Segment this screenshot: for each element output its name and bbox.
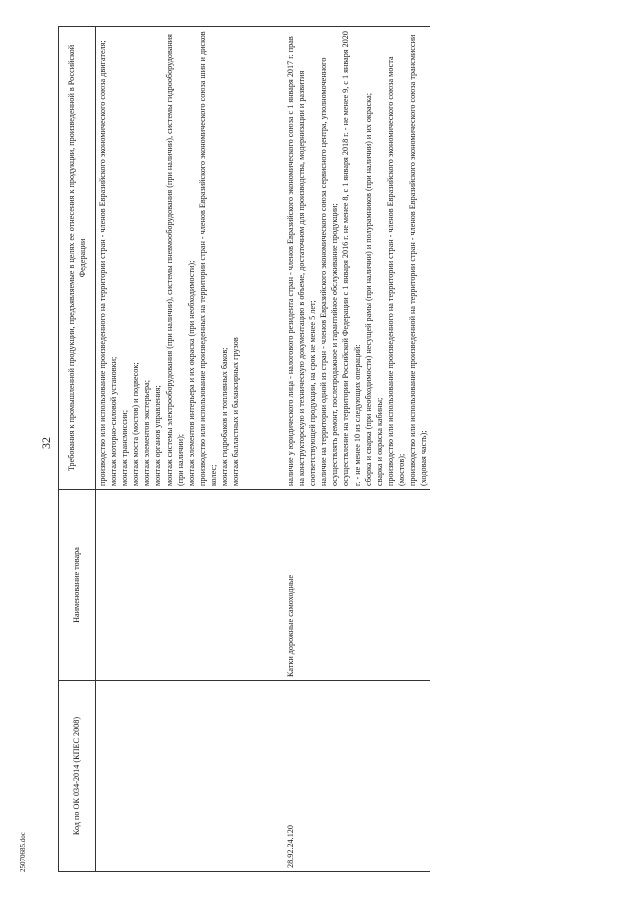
requirement-line: сварка и окраска кабины;: [374, 397, 384, 486]
requirement-line: монтаж элементов экстерьера;: [142, 379, 152, 486]
header-requirements: Требования к промышленной продукции, предъявляемые в целях ее отнесения к продукции, произведенной в Российской Федерации: [59, 27, 96, 490]
requirement-line: производство или использование произведенной на территории стран - членов Евразийского экономического союза трансмиссии (ходовая часть);: [408, 34, 429, 486]
requirements-table: [58, 26, 430, 872]
page-number: 32: [39, 437, 53, 449]
cell-requirements: [275, 27, 430, 490]
requirement-line: монтаж гидробаков и топливных баков;: [220, 347, 230, 486]
requirement-line: наличие на территории одной из стран - членов Евразийского экономического союза сервисного центра, уполномоченного осуществлять ремонт, послепродажное и гарантийное обслуживание продукции;: [319, 57, 340, 486]
document-id: 25070685.doc: [19, 832, 27, 872]
cell-requirements: [96, 27, 276, 490]
requirement-line: сборка и сварка (при необходимости) несущей рамы (при наличии) и полурамников (при наличии) и их окраска;: [363, 92, 373, 486]
header-code: Код по ОК 034-2014 (КПЕС 2008): [59, 681, 96, 872]
requirement-line: монтаж моста (мостов) и подвесок;: [131, 362, 141, 486]
requirement-line: монтаж трансмиссии;: [120, 410, 130, 486]
table-row: [96, 27, 276, 872]
requirement-line: наличие у юридического лица - налогового резидента стран - членов Евразийского экономического союза с 1 января 2017 г. прав на конструкторскую и техническую документацию в объеме, достаточном для производства, модернизации и развития соответствующей продукции, на срок не менее 5 лет;: [286, 36, 318, 486]
requirement-line: производство или использование произведенного на территории стран - членов Евразийского экономического союза двигателя;: [98, 40, 107, 486]
table-row: [275, 27, 430, 872]
cell-product-name: [96, 490, 276, 681]
cell-code: [96, 681, 276, 872]
requirement-line: монтаж органов управления;: [153, 385, 163, 486]
table-header-row: [59, 27, 96, 872]
requirement-line: монтаж системы электрооборудования (при наличии), системы пневмооборудования (при наличии), системы гидрооборудования (при наличии);: [164, 34, 185, 486]
requirement-line: монтаж моторно-силовой установки;: [109, 356, 119, 486]
rotated-table-wrapper: [58, 27, 608, 872]
requirement-line: монтаж элементов интерьера и их окраска (при необходимости);: [186, 260, 196, 486]
requirement-line: производство или использование произведенного на территории стран - членов Евразийского экономического союза моста (мостов);: [385, 56, 406, 486]
requirement-line: монтаж балластных и балансирных грузов: [231, 337, 241, 486]
cell-product-name: Катки дорожные самоходные: [275, 490, 430, 681]
cell-code: 28.92.24.120: [275, 681, 430, 872]
header-product-name: Наименование товара: [59, 490, 96, 681]
requirement-line: производство или использование произведенных на территории стран - членов Евразийского экономического союза шин и дисков колес;: [197, 31, 218, 486]
requirement-line: осуществление на территории Российской Федерации с 1 января 2016 г. не менее 8, с 1 января 2018 г. - не менее 9, с 1 января 2020 г. - не менее 10 из следующих операций:: [341, 31, 362, 486]
